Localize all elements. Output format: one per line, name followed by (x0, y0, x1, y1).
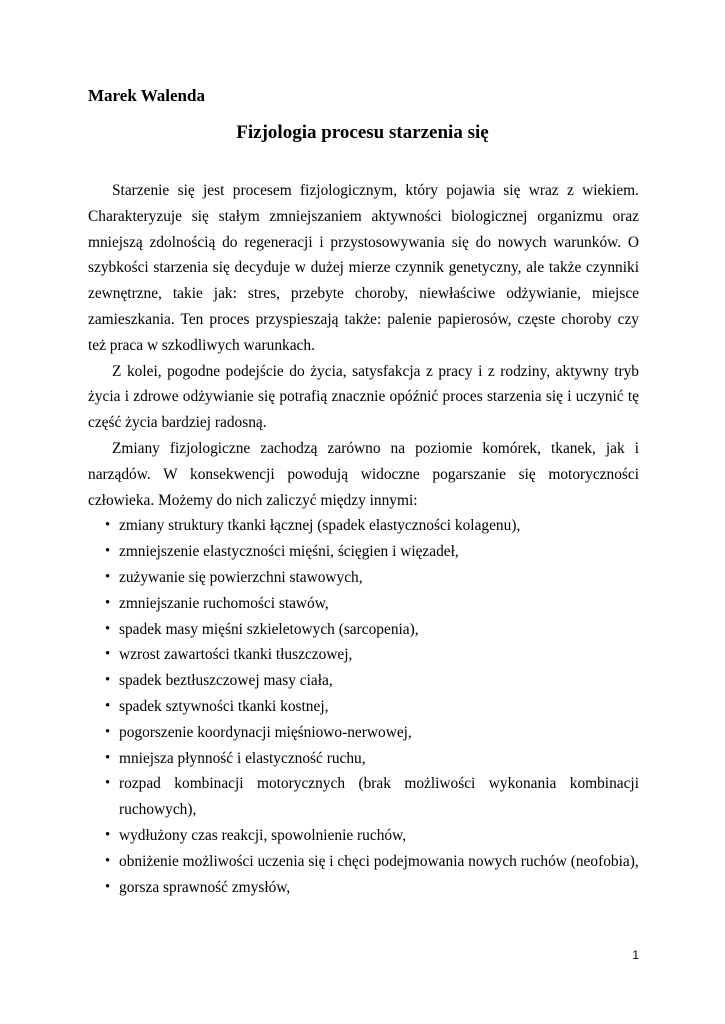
bullet-icon: • (105, 749, 111, 766)
list-item-text: wzrost zawartości tkanki tłuszczowej, (119, 646, 353, 664)
list-item-text: mniejsza płynność i elastyczność ruchu, (119, 749, 366, 767)
list-item (88, 642, 639, 668)
bullet-icon: • (105, 878, 111, 895)
list-item (88, 539, 639, 565)
list-item (88, 668, 639, 694)
author-name: Marek Walenda (88, 86, 205, 105)
bullet-list (88, 513, 639, 900)
list-item (88, 746, 639, 772)
list-item-text: zmniejszanie ruchomości stawów, (119, 594, 329, 612)
list-item (88, 513, 639, 539)
list-item-text: gorsza sprawność zmysłów, (119, 878, 291, 896)
bullet-icon: • (105, 775, 111, 792)
list-item-text: obniżenie możliwości uczenia się i chęci podejmowania nowych ruchów (neofobia), (119, 852, 639, 870)
bullet-icon: • (105, 826, 111, 843)
list-item-text: wydłużony czas reakcji, spowolnienie ruchów, (119, 826, 407, 844)
list-item (88, 823, 639, 849)
list-item-text: zużywanie się powierzchni stawowych, (119, 568, 363, 586)
list-item (88, 694, 639, 720)
list-item (88, 720, 639, 746)
bullet-icon: • (105, 620, 111, 637)
paragraph: Z kolei, pogodne podejście do życia, satysfakcja z pracy i z rodziny, aktywny tryb życia i zdrowe odżywianie się potrafią znacznie opóźnić proces starzenia się i uczynić tę część życia bardziej radosną. (88, 362, 639, 432)
page-number: 1 (632, 948, 639, 962)
list-item (88, 565, 639, 591)
bullet-icon: • (105, 672, 111, 689)
list-item (88, 617, 639, 643)
bullet-icon: • (105, 594, 111, 611)
bullet-icon: • (105, 697, 111, 714)
list-item (88, 771, 639, 823)
list-item-text: zmiany struktury tkanki łącznej (spadek elastyczności kolagenu), (119, 517, 521, 535)
list-item-text: rozpad kombinacji motorycznych (brak możliwości wykonania kombinacji ruchowych), (119, 775, 639, 819)
list-item (88, 849, 639, 875)
bullet-icon: • (105, 543, 111, 560)
bullet-icon: • (105, 852, 111, 869)
bullet-icon: • (105, 723, 111, 740)
document-body (88, 178, 639, 900)
bullet-icon: • (105, 646, 111, 663)
paragraph: Starzenie się jest procesem fizjologicznym, który pojawia się wraz z wiekiem. Charakteryzuje się stałym zmniejszaniem aktywności biologicznej organizmu oraz mniejszą zdolnością do regeneracji i przystosowywania się do nowych warunków. O szybkości starzenia się decyduje w dużej mierze czynnik genetyczny, ale także czynniki zewnętrzne, takie jak: stres, przebyte choroby, niewłaściwe odżywianie, miejsce zamieszkania. Ten proces przyspieszają także: palenie papierosów, częste choroby czy też praca w szkodliwych warunkach. (88, 182, 639, 354)
list-item-text: spadek beztłuszczowej masy ciała, (119, 672, 333, 690)
list-item (88, 591, 639, 617)
list-item-text: spadek masy mięśni szkieletowych (sarcopenia), (119, 620, 419, 638)
list-item-text: pogorszenie koordynacji mięśniowo-nerwowej, (119, 723, 412, 741)
bullet-icon: • (105, 517, 111, 534)
paragraph: Zmiany fizjologiczne zachodzą zarówno na poziomie komórek, tkanek, jak i narządów. W konsekwencji powodują widoczne pogarszanie się motoryczności człowieka. Możemy do nich zaliczyć między innymi: (88, 439, 639, 509)
document-title: Fizjologia procesu starzenia się (236, 122, 489, 143)
list-item (88, 875, 639, 901)
list-item-text: spadek sztywności tkanki kostnej, (119, 697, 329, 715)
list-item-text: zmniejszenie elastyczności mięśni, ścięgien i więzadeł, (119, 543, 459, 561)
bullet-icon: • (105, 568, 111, 585)
